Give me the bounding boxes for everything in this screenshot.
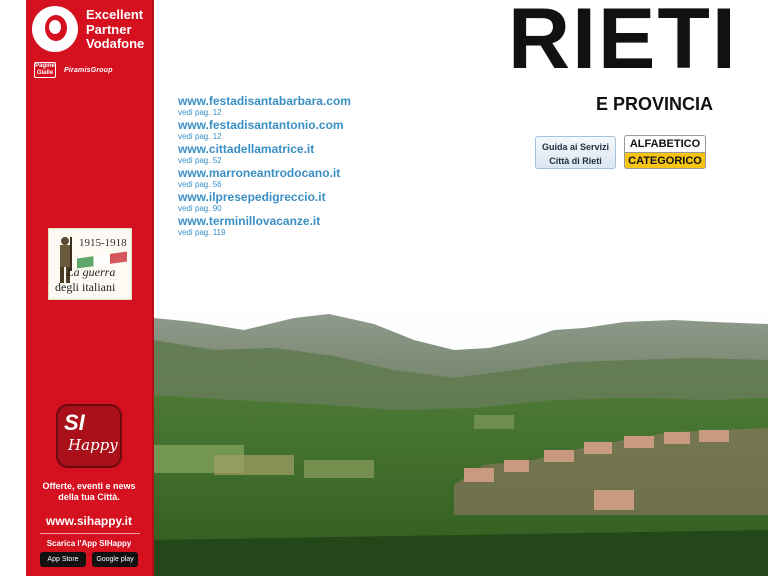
vodafone-line-3: Vodafone bbox=[86, 36, 145, 51]
website-link[interactable]: www.cittadellamatrice.it bbox=[178, 142, 315, 156]
vodafone-partner-label bbox=[86, 8, 144, 52]
services-guide-line1: Guida ai Servizi bbox=[541, 142, 610, 152]
services-guide-line2: Città di Rieti bbox=[549, 156, 602, 166]
piramis-group-logo: PiramisGroup bbox=[64, 66, 113, 74]
website-link[interactable]: www.marroneantrodocano.it bbox=[178, 166, 341, 180]
sidebar bbox=[26, 0, 154, 576]
page-reference: vedi pag. 52 bbox=[178, 156, 222, 165]
sihappy-url-link[interactable]: www.sihappy.it bbox=[45, 514, 132, 528]
list-item bbox=[178, 143, 351, 165]
sihappy-description bbox=[26, 481, 152, 503]
alphabetical-index-button[interactable]: ALFABETICO bbox=[624, 135, 706, 152]
website-link[interactable]: www.festadisantantonio.com bbox=[178, 118, 344, 132]
app-store-button[interactable]: App Store bbox=[40, 552, 86, 567]
list-item bbox=[178, 95, 351, 117]
divider bbox=[40, 533, 140, 534]
list-item bbox=[178, 119, 351, 141]
page-margin bbox=[0, 0, 26, 576]
ww1-title-line1: La guerra bbox=[67, 265, 116, 279]
list-item bbox=[178, 167, 351, 189]
page-reference: vedi pag. 119 bbox=[178, 228, 226, 237]
page-reference: vedi pag. 12 bbox=[178, 108, 222, 117]
list-item bbox=[178, 215, 351, 237]
website-link[interactable]: www.ilpresepedigreccio.it bbox=[178, 190, 326, 204]
page-reference: vedi pag. 56 bbox=[178, 180, 222, 189]
sihappy-logo-si: SI bbox=[64, 410, 85, 435]
google-play-button[interactable]: Google play bbox=[92, 552, 138, 567]
page-reference: vedi pag. 90 bbox=[178, 204, 222, 213]
sihappy-download-label: Scarica l'App SIHappy bbox=[46, 539, 132, 548]
ww1-centenary-badge[interactable] bbox=[48, 228, 132, 300]
pagine-gialle-logo: Pagine Gialle bbox=[35, 63, 55, 76]
app-store-badges bbox=[40, 552, 138, 567]
sihappy-logo-happy: Happy bbox=[68, 436, 118, 454]
category-index-button[interactable]: CATEGORICO bbox=[624, 152, 706, 169]
vodafone-line-2: Partner bbox=[86, 21, 132, 37]
list-item bbox=[178, 191, 351, 213]
website-link[interactable]: www.festadisantabarbara.com bbox=[178, 94, 351, 108]
services-guide-button[interactable] bbox=[535, 136, 616, 169]
partner-logos bbox=[34, 62, 113, 78]
vodafone-line-1: Excellent bbox=[86, 7, 144, 22]
landscape-photo bbox=[154, 300, 768, 576]
ww1-title-line2: degli italiani bbox=[55, 280, 116, 294]
page-title: RIETI bbox=[508, 0, 738, 87]
sihappy-app-logo[interactable] bbox=[56, 404, 122, 468]
page-reference: vedi pag. 12 bbox=[178, 132, 222, 141]
sihappy-desc-line2: della tua Città. bbox=[58, 492, 120, 502]
page-subtitle: E PROVINCIA bbox=[596, 94, 714, 114]
vodafone-logo-icon bbox=[32, 6, 78, 52]
website-link[interactable]: www.terminillovacanze.it bbox=[178, 214, 321, 228]
ww1-years: 1915-1918 bbox=[79, 237, 127, 249]
sihappy-desc-line1: Offerte, eventi e news bbox=[42, 481, 136, 491]
website-links-list bbox=[178, 95, 351, 239]
